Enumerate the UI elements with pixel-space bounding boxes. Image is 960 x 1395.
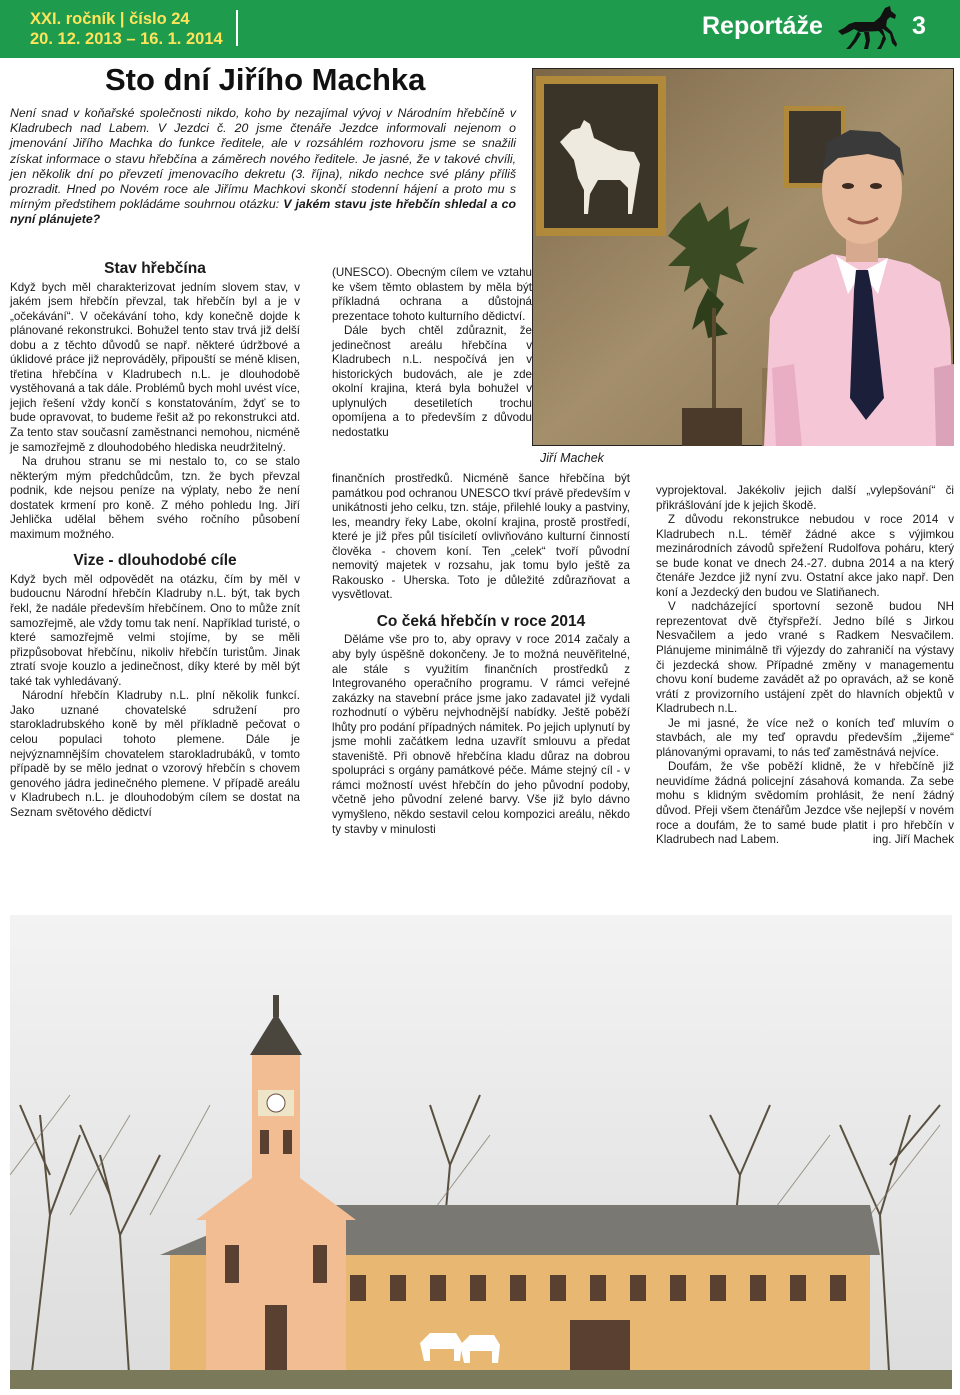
subheading-2014: Co čeká hřebčín v roce 2014 <box>376 612 586 630</box>
lead-text: Není snad v koňařské společnosti nikdo, koho by nezajímal vývoj v Národním hřebčíně v Kladrubech nad Labem. V Jezdci č. 20 jsme čtenáře Jezdce informovali nejenom o jmenování Jiřího Machka do funkce ředitele, ale v rozsáhlém rozhovoru jsme se snažili získat informace o stavu hřebčína a záměrech nového ředitele. Je jasné, že v takové chvíli, jen několik dní po převzetí jmenovacího dekretu (3. října), nikdo nechce své plány příliš prozradit. Hned po Novém roce ale Jiřímu Machkovi skončí stodenní hájení a proto mu s mírným předstihem pokládáme souhrnou otázku: <box>10 106 516 212</box>
paragraph: vyprojektoval. Jakékoliv jejich další „vylepšování“ či přikrášlování jde k jejich škodě. <box>656 484 954 512</box>
article-lead <box>10 106 516 228</box>
paragraph: finančních prostředků. Nicméně šance hřebčína být památkou pod ochranou UNESCO tkví právě především v unikátnosti jeho celku, tzn. stáje, přilehlé louky a pastviny, les, meandry řeky Labe, okolní krajina, prostě prostředí, které je již přes půl tisíciletí ovlivňováno kulturní činností člověka - chovem koní. Ten „celek“ tvoří původní nemovitý majetek v rozsahu, jak tomu bylo ještě za Rakousko - Uherska. Toto je důležité zdůrazňovat a vysvětlovat. <box>332 472 630 602</box>
lead-question: V jakém stavu jste hřebčín shledal a co nyní plánujete? <box>10 197 516 227</box>
page-header <box>0 0 960 58</box>
paragraph: Když bych měl charakterizovat jedním slovem stav, v jakém jsem hřebčín převzal, tak hřebčín byl a je v „očekávání“. V očekávání toho, kdy konečně dojde k plánované rekonstrukci. Bohužel tento stav trvá již delší dobu a z těchto důvodů se např. některé údržbové a úklidové práce již neprováděly, připouští se méně klisen, třetina hřebčína v Kladrubech n.L. je dlouhodobě vystěhovaná a tak dále. Problémů bych mohl uvést více, jejich řešení vždy končí s konstatováním, ždyť se to bude opravovat, to budeme řešit až po rekonstrukci atd. Za tento stav současní zaměstnanci nemohou, nicméně je samozřejmě z dlouhodobého hlediska neudržitelný. <box>10 280 300 454</box>
article-column-3 <box>656 484 954 848</box>
header-divider <box>236 10 238 46</box>
paragraph: Děláme vše pro to, aby opravy v roce 2014 začaly a aby byly úspěšně dokončeny. Je to možná neuvěřitelné, ale stále s využitím finančních prostředků z Integrovaného operačního programu. V rámci veřejné zakázky na stavební práce jsme jako zadavatel již vydali rozhodnutí o výběru nejvhodnější nabídky. Ještě poběží lhůty pro podání případných námitek. Po jejich uplynutí by jsme mohli začátkem ledna uzavřít smlouvu a předat staveniště. Při obnově hřebčína kladu důraz na dobrou spolupráci s orgány památkové péče. Máme stejný cíl - v rámci možností uvést hřebčín do jeho původní podoby, včetně jeho původní zelené barvy. Vše již bylo dávno vymyšleno, někdo sestavil celou kompozici areálu, někdo ty stavby v minulosti <box>332 633 630 836</box>
paragraph: Na druhou stranu se mi nestalo to, co se stalo některým mým předchůdcům, tzn. že bych převzal podnik, kde nejsou peníze na výplaty, nebo že není dostatek krmení pro koně. Z mého pohledu Ing. Jiří Jehlička udělal během svého ročního působení maximum možného. <box>10 455 300 541</box>
subheading-stav: Stav hřebčína <box>104 260 206 277</box>
article-column-1 <box>10 262 300 820</box>
article-column-2-top <box>332 266 532 441</box>
paragraph: Je mi jasné, že více než o koních teď mluvím o stavbách, ale my teď opravdu především „žijeme“ plánovanými opravami, to nás teď zaměstnává nejvíce. <box>656 716 954 759</box>
issue-dates: 20. 12. 2013 – 16. 1. 2014 <box>30 30 223 48</box>
section-title: Reportáže <box>702 12 823 40</box>
paragraph-text: Doufám, že vše poběží klidně, že v hřebčíně již neuvidíme žádná policejní zásahová komanda. Za sebe mohu s klidným svědomím prohlásit, že není žádný důvod. Přeji všem čtenářům Jezdce vše nejlepší v novém roce a doufám, že to samé bude platit i pro hřebčín v Kladrubech nad Labem. <box>656 760 954 847</box>
photo-caption: Jiří Machek <box>540 451 604 465</box>
stud-farm-photo <box>10 915 952 1389</box>
subheading-vize: Vize - dlouhodobé cíle <box>73 552 237 570</box>
paragraph: (UNESCO). Obecným cílem ve vztahu ke všem těmto oblastem by měla být příkladná ochrana a důstojná prezentace tohoto kulturního dědictví. <box>332 266 532 323</box>
paragraph: Z důvodu rekonstrukce nebudou v roce 2014 v Kladrubech n.L. téměř žádné akce s výjimkou mezinárodních závodů spřežení Rudolfova poháru, který se bude konat ve dnech 24.-27. dubna 2014 a na který čtenáře Jezdce již nyní zvu. Ostatní akce jako např. Den koní a Jezdecký den budou ve Slatiňanech. <box>656 513 954 599</box>
paragraph: Když bych měl odpovědět na otázku, čím by měl v budoucnu Národní hřebčín Kladruby n.L. být, tak bych řekl, že nadále především hřebčínem. Ono to může znít samozřejmě, ale vždy tomu tak není. Například turisté, o které samozřejmě velmi stojíme, by se měli přizpůsobovat hřebčínu, nikoliv hřebčín turistům. Jinak ztratí svoje kouzlo a jedinečnost, díky které by měl být také tak vyhledávaný. <box>10 572 300 688</box>
portrait-photo <box>532 68 954 446</box>
paragraph: Národní hřebčín Kladruby n.L. plní několik funkcí. Jako uznané chovatelské sdružení pro starokladrubského koně by měl příkladně pečovat o celou populaci tohoto plemene. Dále je nejvýznamnějším chovatelem starokladrubáků, v tomto případě by se mělo jednat o vzorový hřebčín s chovem genového jádra jedinečného plemene. V případě areálu v Kladrubech n.L. je dlouhodobým cílem se dostat na Seznam světového dědictví <box>10 689 300 819</box>
signature: ing. Jiří Machek <box>872 833 954 847</box>
horse-icon <box>836 5 898 51</box>
article-column-2-bottom <box>332 472 630 837</box>
paragraph: Dále bych chtěl zdůraznit, že jedinečnost areálu hřebčína v Kladrubech n.L. nespočívá jen v historických budovách, ale je zde okolní krajina, která byla bohužel v uplynulých desetiletích trochu opomíjena a to především z důvodu nedostatku <box>332 324 532 440</box>
issue-volume: XXI. ročník | číslo 24 <box>30 10 190 28</box>
issue-info <box>30 9 223 49</box>
paragraph: V nadcházející sportovní sezoně budou NH reprezentovat dvě čtyřspřeží. Jedno bílé s Jirkou Nesvačilem a jedo vrané s Radkem Nesvačilem. Plánujeme minimálně tři výjezdy do zahraničí na výstavy či jezdecká show. Případné změny v managementu chovu koní budeme zavádět až po opravách, až se koně vrátí z provizorního ustájení zpět do hlavních objektů v Kladrubech n.L. <box>656 600 954 716</box>
article-title: Sto dní Jiřího Machka <box>105 62 426 97</box>
paragraph <box>656 760 954 847</box>
page-number: 3 <box>912 12 926 40</box>
